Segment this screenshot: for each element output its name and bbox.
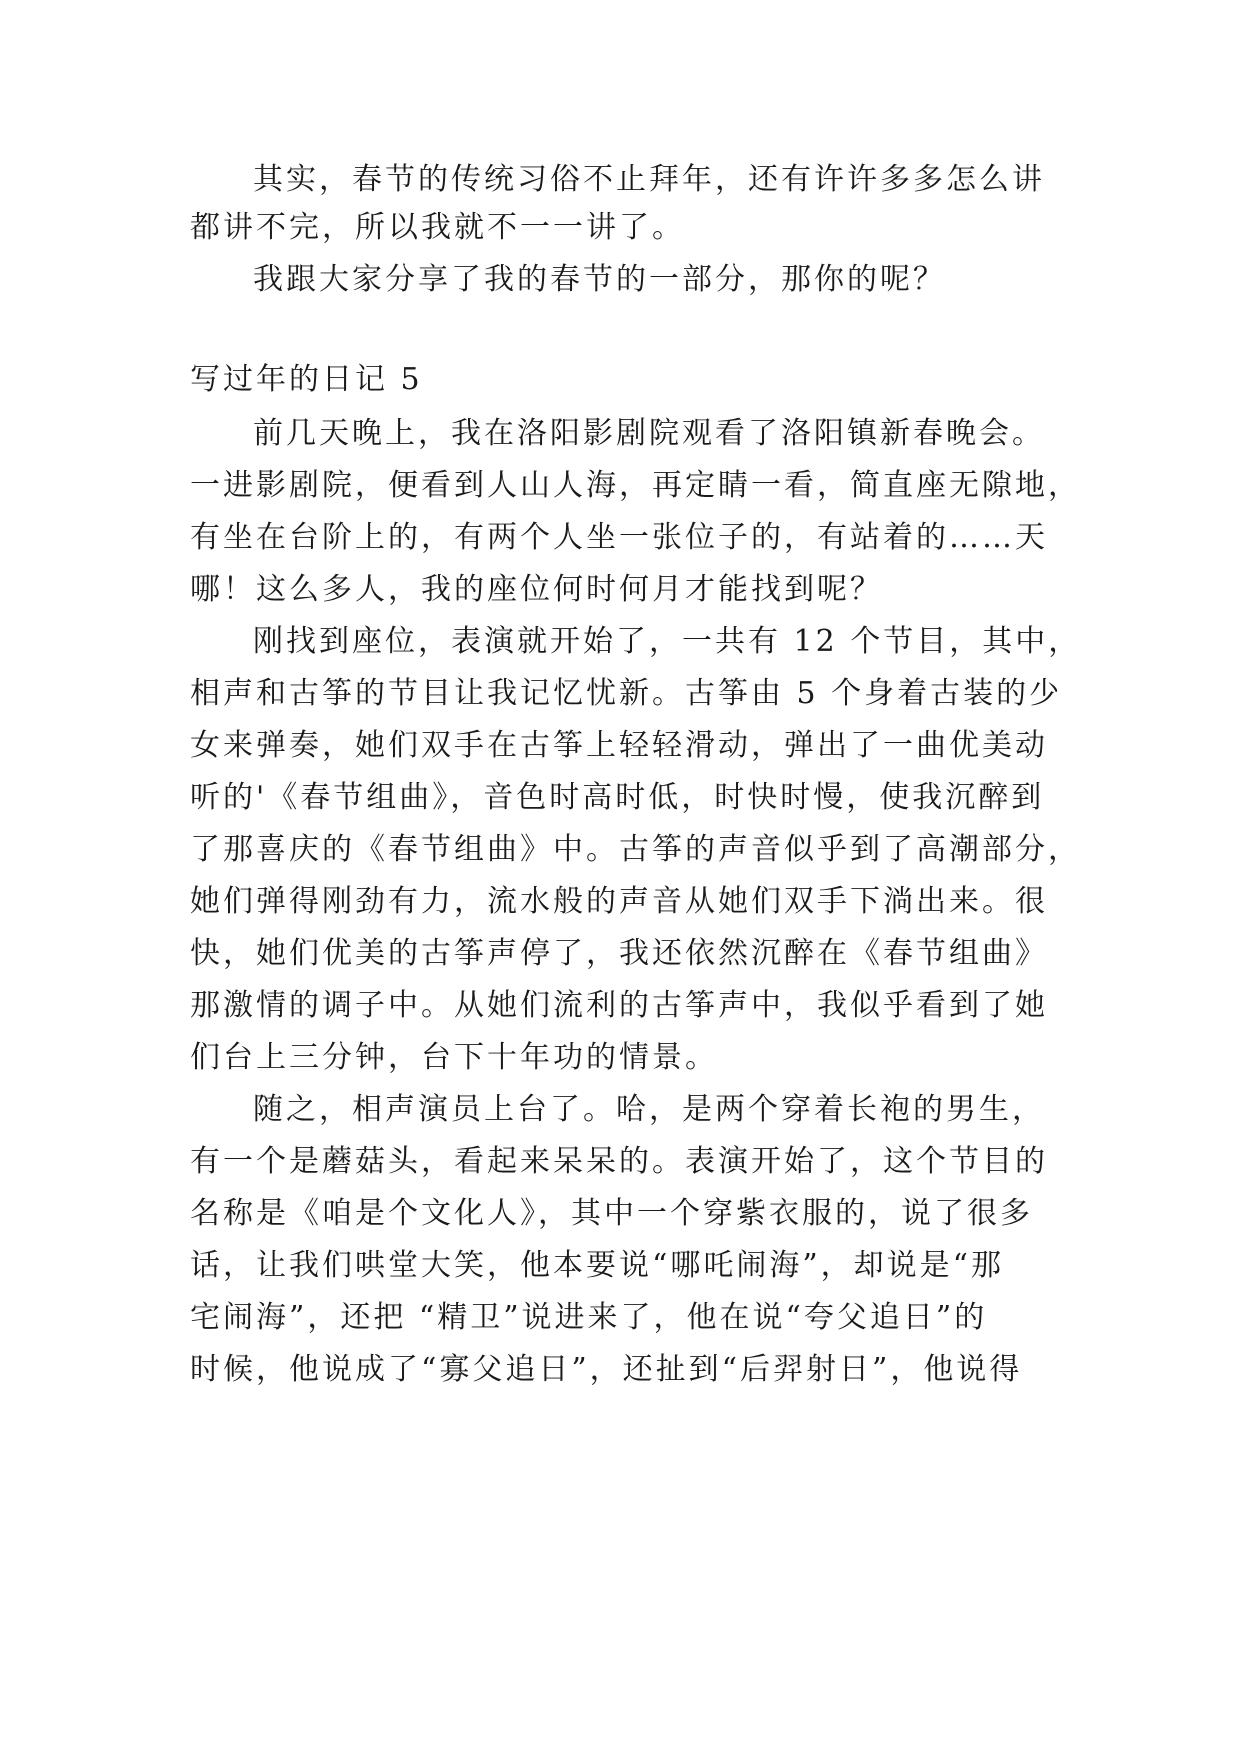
paragraph-line: 宅闹海”，还把 “精卫”说进来了，他在说“夸父追日”的 [190, 1300, 988, 1335]
section-heading: 写过年的日记 5 [190, 362, 423, 397]
paragraph-line: 话，让我们哄堂大笑，他本要说“哪吒闹海”，却说是“那 [190, 1248, 1005, 1283]
paragraph-line: 她们弹得刚劲有力，流水般的声音从她们双手下淌出来。很 [190, 884, 1048, 919]
paragraph-line: 随之，相声演员上台了。哈，是两个穿着长袍的男生， [253, 1092, 1045, 1127]
paragraph-line: 名称是《咱是个文化人》，其中一个穿紫衣服的，说了很多 [190, 1196, 1033, 1231]
paragraph-line: 刚找到座位，表演就开始了，一共有 12 个节目，其中， [253, 624, 1082, 659]
paragraph-line: 女来弹奏，她们双手在古筝上轻轻滑动，弹出了一曲优美动 [190, 728, 1048, 763]
paragraph-line: 时候，他说成了“寡父追日”，还扯到“后羿射日”，他说得 [190, 1352, 1023, 1387]
paragraph-line: 前几天晚上，我在洛阳影剧院观看了洛阳镇新春晚会。 [253, 416, 1045, 451]
paragraph-line: 听的'《春节组曲》，音色时高时低，时快时慢，使我沉醉到 [190, 780, 1045, 815]
paragraph-line: 那激情的调子中。从她们流利的古筝声中，我似乎看到了她 [190, 988, 1048, 1023]
paragraph-line: 其实，春节的传统习俗不止拜年，还有许许多多怎么讲 [253, 162, 1045, 197]
paragraph-line: 快，她们优美的古筝声停了，我还依然沉醉在《春节组曲》 [190, 936, 1048, 971]
paragraph-line: 哪！这么多人，我的座位何时何月才能找到呢？ [190, 572, 883, 607]
paragraph-line: 都讲不完，所以我就不一一讲了。 [190, 210, 685, 245]
paragraph-line: 了那喜庆的《春节组曲》中。古筝的声音似乎到了高潮部分， [190, 832, 1081, 867]
paragraph-line: 有坐在台阶上的，有两个人坐一张位子的，有站着的……天 [190, 520, 1048, 555]
paragraph-line: 我跟大家分享了我的春节的一部分，那你的呢？ [253, 262, 946, 297]
paragraph-line: 有一个是蘑菇头，看起来呆呆的。表演开始了，这个节目的 [190, 1144, 1048, 1179]
paragraph-line: 们台上三分钟，台下十年功的情景。 [190, 1040, 718, 1075]
paragraph-line: 相声和古筝的节目让我记忆忧新。古筝由 5 个身着古装的少 [190, 676, 1063, 711]
paragraph-line: 一进影剧院，便看到人山人海，再定睛一看，简直座无隙地， [190, 468, 1081, 503]
